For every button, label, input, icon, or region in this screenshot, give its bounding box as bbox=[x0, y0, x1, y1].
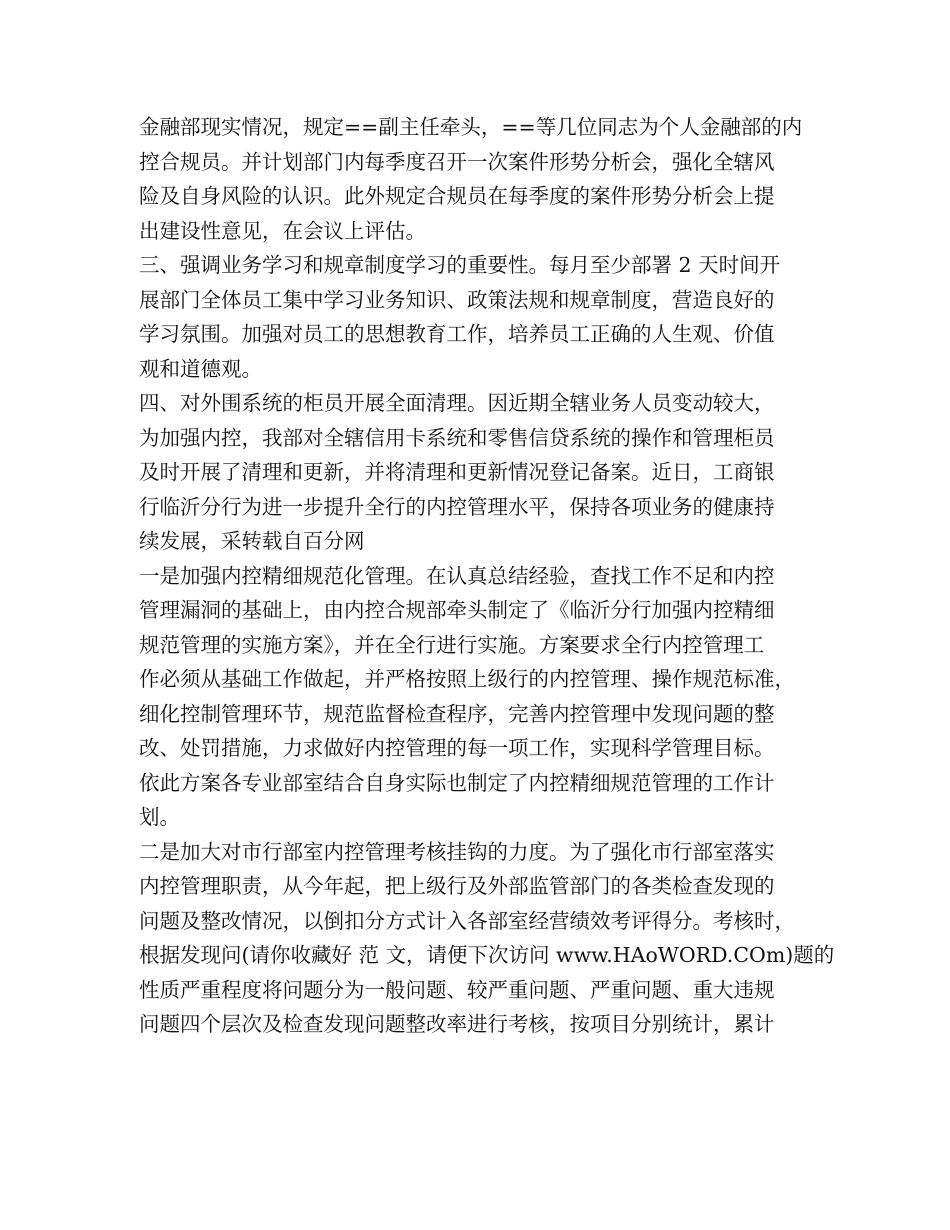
text-line: 性质严重程度将问题分为一般问题、较严重问题、严重问题、重大违规 bbox=[139, 977, 775, 1002]
text-line: 根据发现问(请你收藏好 范 文，请便下次访问 www.HAoWORD.COm)题的 bbox=[139, 943, 835, 967]
text-line: 及时开展了清理和更新，并将清理和更新情况登记备案。近日，工商银 bbox=[139, 460, 775, 484]
text-line: 问题及整改情况，以倒扣分方式计入各部室经营绩效考评得分。考核时， bbox=[139, 908, 795, 933]
text-line: 改、处罚措施，力求做好内控管理的每一项工作，实现科学管理目标。 bbox=[139, 736, 775, 760]
text-line: 金融部现实情况，规定==副主任牵头，==等几位同志为个人金融部的内 bbox=[139, 115, 803, 139]
text-line: 三、强调业务学习和规章制度学习的重要性。每月至少部署 2 天时间开 bbox=[139, 253, 781, 277]
text-line: 二是加大对市行部室内控管理考核挂钩的力度。为了强化市行部室落实 bbox=[139, 839, 775, 864]
text-line: 一是加强内控精细规范化管理。在认真总结经验，查找工作不足和内控 bbox=[139, 563, 775, 588]
text-line: 为加强内控，我部对全辖信用卡系统和零售信贷系统的操作和管理柜员 bbox=[139, 425, 775, 450]
text-line: 规范管理的实施方案》，并在全行进行实施。方案要求全行内控管理工 bbox=[139, 632, 765, 657]
text-line: 划。 bbox=[139, 805, 180, 829]
text-line: 四、对外围系统的柜员开展全面清理。因近期全辖业务人员变动较大， bbox=[139, 391, 775, 415]
text-line: 细化控制管理环节，规范监督检查程序，完善内控管理中发现问题的整 bbox=[139, 701, 775, 726]
text-line: 出建设性意见，在会议上评估。 bbox=[139, 218, 426, 243]
text-line: 险及自身风险的认识。此外规定合规员在每季度的案件形势分析会上提 bbox=[139, 184, 775, 208]
text-line: 作必须从基础工作做起，并严格按照上级行的内控管理、操作规范标准， bbox=[139, 667, 795, 691]
text-line: 控合规员。并计划部门内每季度召开一次案件形势分析会，强化全辖风 bbox=[139, 149, 775, 174]
text-line: 内控管理职责，从今年起，把上级行及外部监管部门的各类检查发现的 bbox=[139, 874, 775, 898]
document-body bbox=[139, 110, 839, 1042]
text-line: 学习氛围。加强对员工的思想教育工作，培养员工正确的人生观、价值 bbox=[139, 322, 775, 346]
text-line: 管理漏洞的基础上，由内控合规部牵头制定了《临沂分行加强内控精细 bbox=[139, 598, 775, 622]
text-line: 依此方案各专业部室结合自身实际也制定了内控精细规范管理的工作计 bbox=[139, 770, 775, 795]
text-line: 问题四个层次及检查发现问题整改率进行考核，按项目分别统计，累计 bbox=[139, 1012, 775, 1036]
text-line: 展部门全体员工集中学习业务知识、政策法规和规章制度，营造良好的 bbox=[139, 287, 775, 312]
text-line: 观和道德观。 bbox=[139, 356, 262, 381]
text-line: 续发展，采转载自百分网 bbox=[139, 529, 365, 553]
text-line: 行临沂分行为进一步提升全行的内控管理水平，保持各项业务的健康持 bbox=[139, 494, 775, 519]
